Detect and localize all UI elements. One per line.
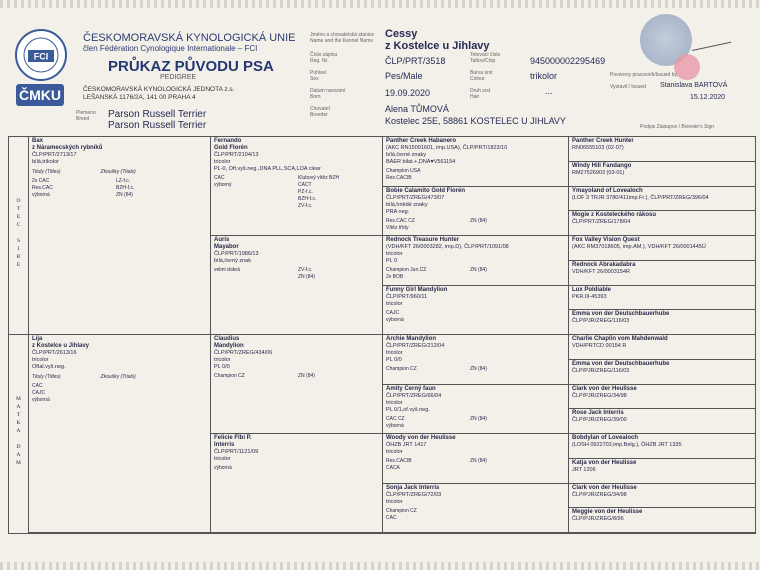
ancestor-reg: ČLP/PRT/ZREG/72/03: [386, 491, 442, 498]
ancestor-reg: ČLP/PJR/ZREG/39/00: [572, 417, 627, 424]
ancestor-name: Mogie z Kosteleckého rákosu: [572, 212, 657, 219]
ancestor-reg: ČLP/PRT/ZREG/434/06: [214, 350, 273, 356]
color-value: trikolor: [530, 71, 558, 81]
ancestor-trials: Klubový vítěz BZH CACT PZ-f.c. BZH-f.c. ZV-f.c.: [298, 175, 340, 209]
ancestor-reg: ČLP/PJR/ZREG/8/96: [572, 516, 624, 523]
titles-row: [386, 458, 565, 472]
signature-label: Podpis Zástupce / Breeder's Sign: [640, 124, 715, 130]
ancestor-reg: ČLP/PRT/1121/09: [214, 449, 259, 455]
ancestor-name: Meggie von der Heulisse: [572, 509, 643, 516]
ancestor-cell-g4-11: [569, 385, 755, 410]
titles-header-row: [32, 374, 207, 381]
ancestor-name: Archie Mandylion: [386, 336, 437, 342]
sire-side-label: O T E C S I R E: [9, 137, 29, 335]
ancestor-trials: ZN (84): [470, 267, 487, 273]
breeder-label: Chovatel Breeder: [310, 106, 330, 118]
ancestor-reg: ČLP/PJR/ZREG/116/03: [572, 318, 630, 325]
ancestor-titles: Champion CZ: [386, 366, 417, 372]
ancestor-name: Funny Girl Mandylion: [386, 286, 448, 293]
ancestor-color: tricolor: [386, 350, 403, 356]
ancestor-reg: ČLP/PRT/ZREG/66/04: [386, 392, 442, 399]
issuer-label: Vystavil / Issued: [610, 84, 646, 90]
ancestor-reg: ČLP/PJR/ZREG/34/98: [572, 392, 627, 399]
ancestor-color: tricolor: [214, 357, 231, 363]
ancestor-color: tricolor: [214, 456, 231, 462]
titles-row: [214, 267, 379, 281]
ancestor-name: Bobdylan of Lovealoch: [572, 435, 639, 441]
issue-date: 15.12.2020: [690, 94, 726, 101]
dog-name-label: Jméno a chovatelská stanice Name and the Kennel Name: [310, 32, 375, 44]
ancestor-name: Felicie Flbi P. Interris: [214, 435, 252, 448]
ancestor-cell-g4-6: [569, 261, 755, 286]
ancestor-reg: ČLP/PRT/960/11: [386, 293, 428, 300]
ancestor-cell-g4-15: [569, 484, 755, 509]
titles-row: [386, 310, 565, 324]
issued-by-label: Povereny pracovník/Issued by: [610, 72, 677, 78]
titles-row: [214, 373, 379, 380]
ancestor-reg: VDH/PRTCD 00154 R: [572, 343, 627, 349]
ancestor-name: Bax z Náramecských rybníků: [32, 138, 103, 151]
ancestor-cell-g3-3: [383, 236, 569, 286]
titles-row: [32, 383, 207, 404]
ancestor-name: Bobie Calamito Gold Florén: [386, 187, 466, 194]
titles-row: [386, 168, 565, 182]
sex-label: Pohlaví Sex: [310, 70, 327, 82]
signature-icon: [689, 26, 732, 51]
ancestor-health: PL 0/0: [386, 357, 402, 363]
chip-number: 945000002295469: [530, 56, 606, 66]
breeder-name: Alena TŮMOVÁ: [385, 104, 449, 114]
ancestor-color: tricolor: [32, 357, 49, 363]
birth-date: 19.09.2020: [385, 88, 431, 98]
ancestor-health: PL 0/1,of.vyš.neg.: [386, 406, 430, 413]
ancestor-cell-g4-14: [569, 459, 755, 484]
ancestor-cell-g2-4: [211, 434, 383, 533]
ancestor-cell-g4-8: [569, 310, 755, 335]
titles-header: Tituly (Titles): [32, 169, 61, 175]
titles-header-row: [32, 169, 207, 176]
breed-english: Parson Russell Terrier: [108, 120, 207, 131]
ancestor-cell-g4-2: [569, 162, 755, 187]
ancestor-name: Fernando Gold Florén: [214, 138, 248, 151]
issuer-name: Stanislava BARTOVÁ: [660, 82, 728, 89]
ancestor-reg: ČLP/PJR/ZREG/116/03: [572, 367, 630, 374]
ancestor-reg: ÖHZB JRT 1417: [386, 442, 427, 448]
ancestor-trials: ZV-f.c. ZN (84): [298, 267, 315, 280]
titles-row: [386, 218, 565, 232]
color-label: Barva srst Colour: [470, 70, 493, 82]
ancestor-health: PL 0: [386, 258, 398, 264]
sex-value: Pes/Male: [385, 71, 423, 81]
fci-logo-label: FCI: [33, 51, 49, 62]
ancestor-reg: ČLP/PRT/1986/13: [214, 251, 259, 257]
ancestor-health: PRA neg.: [386, 208, 410, 215]
hair-label: Druh srst Hair: [470, 88, 491, 100]
ancestor-health: BAER bilat.+,DNA♥V561154: [386, 159, 456, 165]
ancestor-titles: Champion Jun.CZ 2x BOB: [386, 267, 427, 280]
ancestor-name: Auris Mayabor: [214, 237, 239, 250]
ancestor-name: Charlie Chaplin vom Mahdenwald: [572, 336, 668, 342]
ancestor-trials: ZN (84): [298, 373, 315, 379]
ancestor-trials: ZN (84): [470, 415, 487, 422]
ancestor-cell-g1-1: [29, 137, 211, 335]
ancestor-titles: CAC CZ výborná: [386, 415, 405, 429]
cmku-logo: ČMKU: [16, 84, 64, 106]
pedigree-table: [8, 136, 756, 534]
birth-label: Datum narození Born: [310, 88, 346, 100]
bottom-perforation: [0, 562, 760, 570]
ancestor-name: Rose Jack Interris: [572, 410, 624, 417]
ancestor-reg: ČLP/PRT/2104/13: [214, 152, 259, 158]
ancestor-reg: (LOF 3 TRJR 3780/411imp.Fr.), ČLP/PRT/ZREG/396/04: [572, 194, 709, 201]
ancestor-name: Clark von der Heulisse: [572, 484, 637, 491]
ancestor-color: tricolor: [386, 300, 403, 307]
ancestor-cell-g4-10: [569, 360, 755, 385]
ancestor-name: Lija z Kostelce u Jihlavy: [32, 336, 90, 349]
ancestor-trials: ZN (84): [470, 217, 487, 224]
ancestor-cell-g4-9: [569, 335, 755, 360]
ancestor-cell-g2-2: [211, 236, 383, 335]
titles-row: [386, 508, 565, 522]
ancestor-titles: CAC CAJC výborná: [32, 383, 50, 403]
ancestor-health: PL 0/0: [214, 364, 230, 370]
ancestor-color: bílá,trikolor: [32, 159, 59, 165]
ancestor-reg: ČLP/PJR/ZREG/34/98: [572, 491, 627, 498]
trials-header: Zkoušky (Trials): [100, 169, 136, 175]
top-perforation: [0, 0, 760, 8]
ancestor-color: tricolor: [386, 251, 403, 257]
ancestor-titles: Champion USA Res.CACIB: [386, 168, 421, 181]
ancestor-reg: ČLP/PRT/ZREG/473/07: [386, 194, 445, 201]
ancestor-reg: JRT 1206: [572, 466, 596, 473]
ancestor-reg: PKR.III-45393: [572, 293, 607, 300]
ancestor-name: Lux Poldiable: [572, 286, 612, 293]
ancestor-titles: velmi dobrá: [214, 267, 240, 273]
ancestor-name: Fox Valley Vision Quest: [572, 237, 640, 243]
ancestor-reg: ČLP/PRT/2713/17: [32, 152, 77, 158]
ancestor-cell-g4-1: [569, 137, 755, 162]
ancestor-cell-g3-6: [383, 385, 569, 435]
fci-logo-text: [14, 28, 68, 82]
ancestor-titles: 2x CAC Res.CAC výborná: [32, 178, 53, 198]
ancestor-reg: VDH/KFT 26/0003154R: [572, 268, 630, 275]
breeder-address: Kostelec 25E, 58861 KOSTELEC U JIHLAVY: [385, 116, 566, 126]
ancestor-name: Ymayoland of Lovealoch: [572, 187, 643, 194]
ancestor-color: tricolor: [386, 449, 403, 455]
dog-kennel: z Kostelce u Jihlavy: [385, 40, 490, 52]
ancestor-reg: (AKC RM37018605, imp.AM.), VDH/KFT 26/0001445Ü: [572, 244, 706, 250]
ancestor-reg: RM27526903 (03-01): [572, 169, 625, 176]
ancestor-reg: (VDH/KFT 26/0003282, imp.D), ČLP/PRT/1091/08: [386, 244, 509, 250]
ancestor-cell-g3-8: [383, 484, 569, 534]
titles-row: [386, 366, 565, 373]
titles-row: [386, 416, 565, 430]
ancestor-cell-g3-7: [383, 434, 569, 484]
ancestor-cell-g4-12: [569, 409, 755, 434]
ancestor-cell-g3-2: [383, 187, 569, 237]
titles-row: [214, 465, 379, 472]
titles-row: [386, 267, 565, 281]
ancestor-name: Clark von der Heulisse: [572, 385, 637, 392]
ancestor-name: Windy Hill Fandango: [572, 162, 632, 169]
ancestor-trials: ZN (84): [470, 366, 487, 372]
titles-row: [214, 175, 379, 210]
ancestor-reg: ČLP/PRT/ZREG/178/04: [572, 219, 631, 226]
ancestor-cell-g4-13: [569, 434, 755, 459]
ancestor-name: Rednock Abrakadabra: [572, 261, 636, 268]
ancestor-titles: CAC výborný: [214, 175, 232, 188]
ancestor-name: Claudius Mandylion: [214, 336, 244, 349]
ancestor-name: Panther Creek Habanero: [386, 138, 457, 144]
ancestor-health: PL-0, Oft.vyš.neg.,DNA PLL,SCA,LOA clear: [214, 166, 321, 172]
reg-label: Číslo zápisu Reg. Nr.: [310, 52, 338, 64]
ancestor-cell-g4-5: [569, 236, 755, 261]
ancestor-cell-g2-1: [211, 137, 383, 236]
titles-row: [32, 178, 207, 199]
document-subtitle: PEDIGREE: [160, 74, 197, 81]
ancestor-name: Emma von der Deutschbauerhube: [572, 360, 670, 367]
ancestor-name: Rednock Treasure Hunter: [386, 237, 460, 243]
ancestor-titles: Res.CACIB CACA: [386, 458, 412, 471]
ancestor-color: tricolor: [386, 498, 403, 505]
ancestor-cell-g4-4: [569, 211, 755, 236]
titles-header: Tituly (Titles): [32, 374, 61, 380]
ancestor-name: Emma von der Deutschbauerhube: [572, 311, 670, 318]
breed-label: Plemeno Breed: [76, 110, 96, 122]
ancestor-reg: RN06555103 (02-07): [572, 145, 624, 151]
ancestor-trials: ZN (84): [470, 458, 487, 464]
ancestor-name: Katja von der Heulisse: [572, 459, 637, 466]
ancestor-name: Panther Creek Hunter: [572, 138, 634, 144]
ancestor-cell-g3-4: [383, 286, 569, 336]
ancestor-cell-g4-7: [569, 286, 755, 311]
ancestor-name: Sonja Jack Interris: [386, 484, 440, 491]
ancestor-name: Woody von der Heulisse: [386, 435, 456, 441]
ancestor-cell-g2-3: [211, 335, 383, 434]
issuer-address: LEŠANSKÁ 1176/2A, 141 00 PRAHA 4: [83, 94, 196, 101]
ancestor-titles: Champion CZ: [214, 373, 245, 379]
ancestor-titles: Champion CZ CAC: [386, 507, 417, 521]
ancestor-titles: Res.CAC CZ Vítěz třídy: [386, 217, 415, 231]
ancestor-health: Oftal.vyš.neg.: [32, 364, 66, 370]
hair-value: ...: [545, 86, 553, 96]
ancestor-reg: ČLP/PRT/2613/16: [32, 350, 77, 356]
ancestor-reg: (LOSH 0922702,imp.Belg.), ÖHZB JRT 1335: [572, 442, 682, 448]
reg-number: ČLP/PRT/3518: [385, 56, 446, 66]
red-stamp-icon: [674, 54, 700, 80]
ancestor-color: tricolor: [386, 399, 403, 406]
ancestor-color: bílá,černý znak: [214, 258, 251, 264]
ancestor-cell-g4-16: [569, 508, 755, 533]
ancestor-titles: výborná: [214, 465, 232, 471]
ancestor-cell-g1-2: [29, 335, 211, 533]
dam-side-label: M A T K A D A M: [9, 335, 29, 533]
breed-czech: Parson Russell Terrier: [108, 109, 207, 120]
trials-header: Zkoušky (Trials): [100, 374, 136, 380]
ancestor-cell-g4-3: [569, 187, 755, 212]
ancestor-color: bílá,černé znaky: [386, 152, 427, 158]
chip-label: Tetovací číslo Tattoo/Chip: [470, 52, 501, 64]
ancestor-cell-g3-5: [383, 335, 569, 385]
dog-name: Cessy: [385, 28, 418, 40]
org-name: ČESKOMORAVSKÁ KYNOLOGICKÁ UNIE: [83, 32, 296, 44]
ancestor-name: Amity Černý faun: [386, 385, 436, 392]
ancestor-titles: CAJC výborná: [386, 309, 404, 323]
document-title: PRŮKAZ PŮVODU PSA: [108, 58, 274, 75]
ancestor-cell-g3-1: [383, 137, 569, 187]
org-subtitle: člen Fédération Cynologique Internationale – FCI: [83, 44, 258, 53]
ancestor-reg: ČLP/PRT/ZREG/212/04: [386, 343, 445, 349]
ancestor-color: bílá,hnědé znaky: [386, 201, 428, 208]
ancestor-reg: (AKC RN15091601, imp.USA), ČLP/PRT/1823/10: [386, 145, 508, 151]
ancestor-color: tricolor: [214, 159, 231, 165]
ancestor-trials: LZ-f.c. BZH-f.c. ZN (84): [116, 178, 135, 198]
issuer-org: ČESKOMORAVSKÁ KYNOLOGICKÁ JEDNOTA z.s.: [83, 86, 235, 93]
